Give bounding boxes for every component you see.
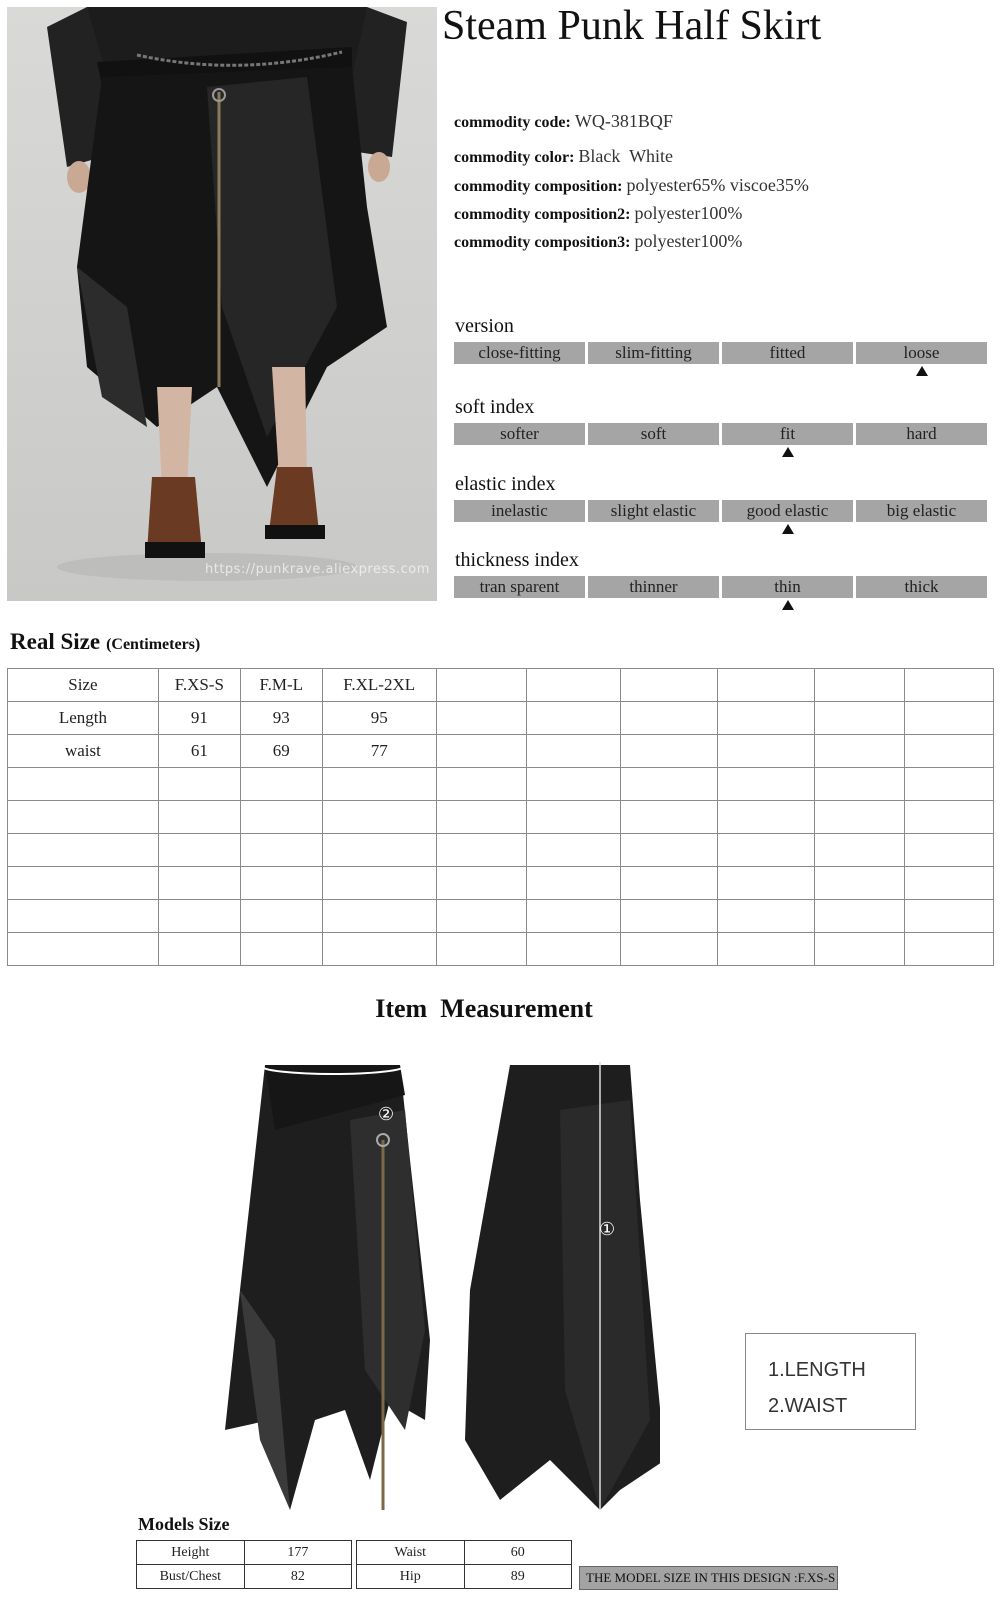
size-value-cell <box>158 867 240 900</box>
table-row <box>357 1541 572 1565</box>
table-row <box>8 768 994 801</box>
selection-marker-icon <box>782 524 794 534</box>
size-value-cell <box>905 933 994 966</box>
models-value-cell: 89 <box>464 1565 571 1589</box>
watermark-text: https://punkrave.aliexpress.com <box>205 562 430 577</box>
real-size-heading <box>10 629 200 655</box>
thickness-index-option: thick <box>856 576 987 598</box>
spec-commodity-composition <box>454 175 809 196</box>
size-value-cell <box>815 735 905 768</box>
size-value-cell: 93 <box>240 702 322 735</box>
elastic-index-option: inelastic <box>454 500 585 522</box>
table-row <box>8 933 994 966</box>
size-value-cell <box>158 900 240 933</box>
size-value-cell <box>905 900 994 933</box>
size-value-cell <box>905 867 994 900</box>
size-value-cell <box>621 669 718 702</box>
spec-value: Black White <box>578 146 674 166</box>
size-value-cell <box>526 834 621 867</box>
size-row-label-cell: Length <box>8 702 159 735</box>
skirt-front-image <box>225 1058 430 1510</box>
size-value-cell <box>718 669 815 702</box>
size-value-cell <box>526 867 621 900</box>
size-value-cell: F.M-L <box>240 669 322 702</box>
size-value-cell <box>322 834 436 867</box>
version-label: version <box>455 315 514 337</box>
size-value-cell <box>815 834 905 867</box>
size-table <box>7 668 994 966</box>
size-table-body <box>8 669 994 966</box>
size-value-cell <box>621 933 718 966</box>
spec-value: polyester100% <box>634 231 743 251</box>
table-row <box>8 900 994 933</box>
models-value-cell: 177 <box>244 1541 351 1565</box>
model-illustration <box>7 7 437 601</box>
elastic-index-bar <box>454 500 987 522</box>
size-value-cell <box>526 669 621 702</box>
size-value-cell <box>436 702 526 735</box>
size-value-cell <box>240 933 322 966</box>
size-value-cell <box>322 867 436 900</box>
size-row-label-cell <box>8 768 159 801</box>
size-value-cell <box>718 735 815 768</box>
real-size-unit: (Centimeters) <box>106 636 201 653</box>
size-value-cell <box>322 900 436 933</box>
models-label-cell: Height <box>137 1541 245 1565</box>
size-row-label-cell <box>8 933 159 966</box>
size-value-cell: 61 <box>158 735 240 768</box>
measurement-legend <box>745 1333 916 1430</box>
version-option: loose <box>856 342 987 364</box>
selection-marker-icon <box>916 366 928 376</box>
size-value-cell <box>718 900 815 933</box>
spec-commodity-color <box>454 146 673 167</box>
size-value-cell <box>718 834 815 867</box>
size-value-cell <box>815 768 905 801</box>
size-value-cell <box>526 801 621 834</box>
size-value-cell <box>815 702 905 735</box>
spec-commodity-composition3 <box>454 231 742 252</box>
legend-length: 1.LENGTH <box>768 1359 866 1381</box>
version-option: slim-fitting <box>588 342 719 364</box>
size-value-cell <box>322 768 436 801</box>
size-value-cell <box>240 834 322 867</box>
size-row-label-cell: waist <box>8 735 159 768</box>
size-value-cell <box>436 735 526 768</box>
size-value-cell <box>815 900 905 933</box>
size-value-cell <box>718 801 815 834</box>
models-size-table-left <box>136 1540 352 1589</box>
length-marker-icon: ① <box>599 1219 616 1240</box>
size-value-cell <box>621 867 718 900</box>
size-value-cell <box>621 900 718 933</box>
table-row <box>137 1565 352 1589</box>
size-value-cell <box>158 933 240 966</box>
version-bar <box>454 342 987 364</box>
size-value-cell <box>436 801 526 834</box>
soft-index-option: hard <box>856 423 987 445</box>
size-value-cell <box>815 801 905 834</box>
table-row <box>8 735 994 768</box>
size-value-cell <box>436 669 526 702</box>
size-value-cell <box>436 900 526 933</box>
size-value-cell <box>322 801 436 834</box>
soft-index-bar <box>454 423 987 445</box>
size-value-cell <box>905 669 994 702</box>
size-row-label-cell: Size <box>8 669 159 702</box>
thickness-index-option: tran sparent <box>454 576 585 598</box>
product-photo <box>7 7 437 601</box>
size-value-cell <box>436 867 526 900</box>
legend-waist: 2.WAIST <box>768 1395 848 1417</box>
size-value-cell <box>905 834 994 867</box>
size-value-cell <box>158 801 240 834</box>
thickness-index-option: thinner <box>588 576 719 598</box>
version-option: close-fitting <box>454 342 585 364</box>
size-value-cell <box>815 669 905 702</box>
product-title: Steam Punk Half Skirt <box>442 3 822 49</box>
real-size-title: Real Size <box>10 629 101 654</box>
size-row-label-cell <box>8 834 159 867</box>
size-value-cell <box>526 933 621 966</box>
elastic-index-option: big elastic <box>856 500 987 522</box>
size-value-cell <box>240 801 322 834</box>
size-value-cell <box>526 735 621 768</box>
table-row <box>8 834 994 867</box>
spec-label: commodity composition3: <box>454 234 631 251</box>
size-value-cell <box>158 768 240 801</box>
spec-commodity-composition2 <box>454 203 742 224</box>
table-row <box>8 801 994 834</box>
soft-index-option: soft <box>588 423 719 445</box>
size-value-cell <box>621 768 718 801</box>
models-label-cell: Waist <box>357 1541 465 1565</box>
size-value-cell <box>436 768 526 801</box>
size-value-cell <box>240 867 322 900</box>
size-value-cell <box>905 768 994 801</box>
table-row <box>8 669 994 702</box>
waist-marker-icon: ② <box>378 1104 395 1125</box>
soft-index-label: soft index <box>455 396 535 418</box>
models-size-heading: Models Size <box>138 1514 230 1534</box>
size-value-cell <box>905 735 994 768</box>
size-value-cell <box>526 768 621 801</box>
size-value-cell <box>436 834 526 867</box>
size-value-cell <box>718 933 815 966</box>
size-value-cell <box>905 801 994 834</box>
elastic-index-option: slight elastic <box>588 500 719 522</box>
elastic-index-label: elastic index <box>455 473 556 495</box>
skirt-measurement-illustration <box>200 1040 660 1520</box>
model-size-note: THE MODEL SIZE IN THIS DESIGN :F.XS-S <box>579 1566 838 1590</box>
models-value-cell: 82 <box>244 1565 351 1589</box>
spec-value: WQ-381BQF <box>574 111 673 131</box>
models-label-cell: Hip <box>357 1565 465 1589</box>
thickness-index-label: thickness index <box>455 549 579 571</box>
size-value-cell: F.XL-2XL <box>322 669 436 702</box>
thickness-index-bar <box>454 576 987 598</box>
size-value-cell <box>718 702 815 735</box>
spec-commodity-code <box>454 111 673 132</box>
table-row <box>137 1541 352 1565</box>
size-value-cell <box>526 900 621 933</box>
soft-index-option: softer <box>454 423 585 445</box>
thickness-index-option: thin <box>722 576 853 598</box>
size-value-cell <box>815 933 905 966</box>
size-value-cell <box>815 867 905 900</box>
size-value-cell: 77 <box>322 735 436 768</box>
size-row-label-cell <box>8 867 159 900</box>
size-value-cell <box>621 834 718 867</box>
size-value-cell: 69 <box>240 735 322 768</box>
table-row <box>8 867 994 900</box>
size-value-cell <box>526 702 621 735</box>
skirt-back-image <box>465 1062 660 1510</box>
size-value-cell <box>436 933 526 966</box>
spec-value: polyester65% viscoe35% <box>626 175 809 195</box>
spec-label: commodity code: <box>454 114 571 131</box>
size-value-cell: 95 <box>322 702 436 735</box>
elastic-index-option: good elastic <box>722 500 853 522</box>
size-value-cell <box>718 867 815 900</box>
table-row <box>8 702 994 735</box>
models-size-table-right <box>356 1540 572 1589</box>
spec-label: commodity color: <box>454 149 575 166</box>
spec-label: commodity composition2: <box>454 206 631 223</box>
size-value-cell <box>621 702 718 735</box>
size-value-cell <box>322 933 436 966</box>
size-value-cell <box>718 768 815 801</box>
version-option: fitted <box>722 342 853 364</box>
selection-marker-icon <box>782 447 794 457</box>
size-value-cell <box>621 801 718 834</box>
soft-index-option: fit <box>722 423 853 445</box>
size-value-cell: F.XS-S <box>158 669 240 702</box>
size-value-cell: 91 <box>158 702 240 735</box>
models-value-cell: 60 <box>464 1541 571 1565</box>
spec-value: polyester100% <box>634 203 743 223</box>
size-row-label-cell <box>8 900 159 933</box>
size-value-cell <box>621 735 718 768</box>
models-label-cell: Bust/Chest <box>137 1565 245 1589</box>
size-value-cell <box>240 768 322 801</box>
selection-marker-icon <box>782 600 794 610</box>
spec-label: commodity composition: <box>454 178 623 195</box>
size-value-cell <box>158 834 240 867</box>
item-measurement-heading: Item Measurement <box>375 994 593 1023</box>
table-row <box>357 1565 572 1589</box>
size-value-cell <box>240 900 322 933</box>
size-value-cell <box>905 702 994 735</box>
size-row-label-cell <box>8 801 159 834</box>
